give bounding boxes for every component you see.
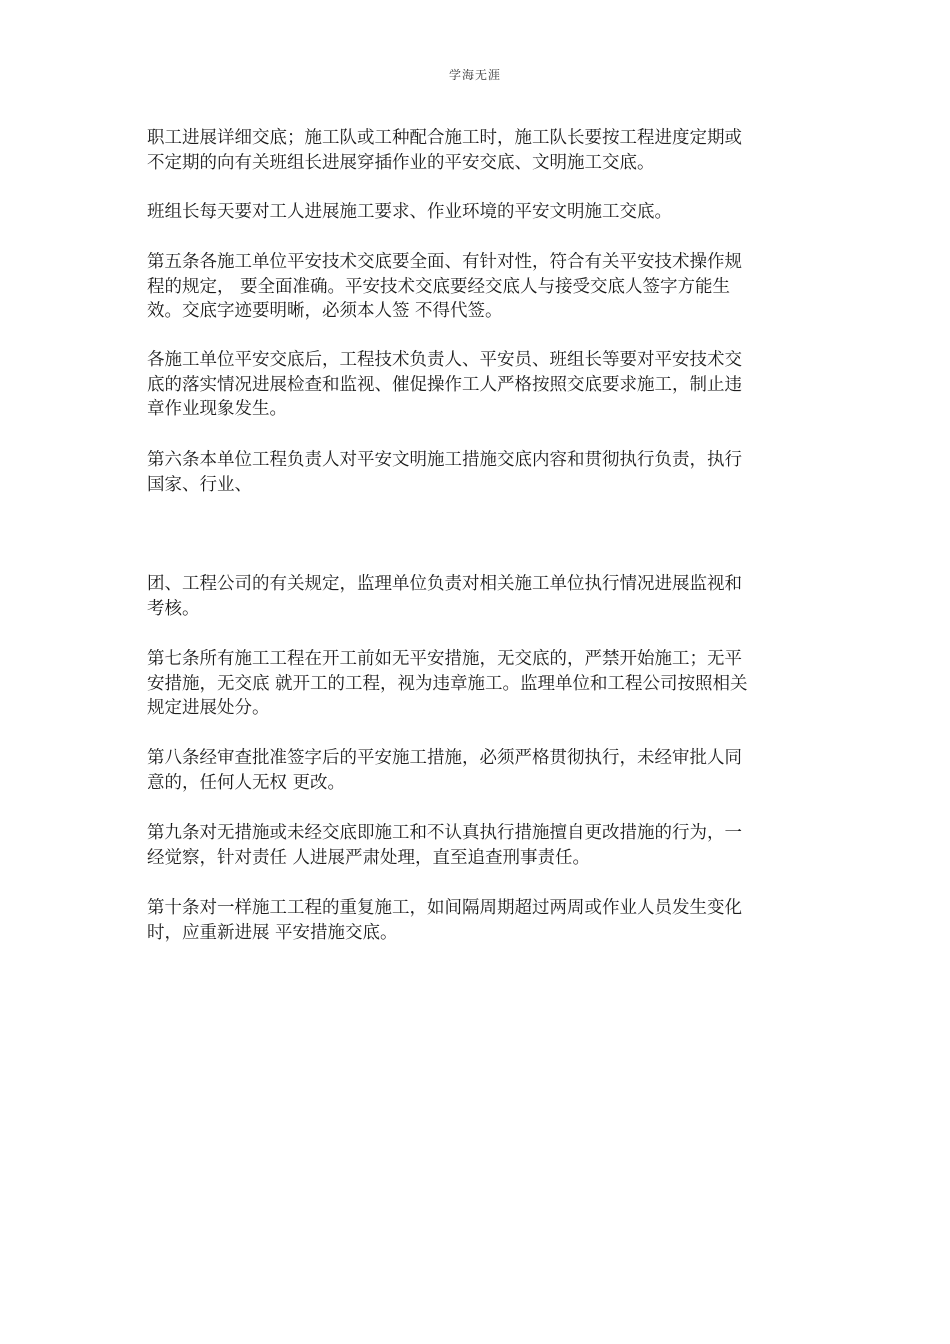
text-line: 考核。 bbox=[147, 598, 200, 619]
paragraph-6 bbox=[147, 572, 807, 621]
paragraph-7 bbox=[147, 647, 807, 721]
text-line: 不定期的向有关班组长进展穿插作业的平安交底、文明施工交底。 bbox=[147, 152, 655, 173]
text-line: 规定进展处分。 bbox=[147, 698, 270, 718]
paragraph-9 bbox=[147, 821, 807, 870]
paragraph-8 bbox=[147, 746, 807, 795]
text-line: 各施工单位平安交底后，工程技术负责人、平安员、班组长等要对平安技术交 bbox=[147, 350, 742, 370]
text-line: 国家、行业、 bbox=[147, 474, 252, 495]
text-line: 经觉察，针对责任 人进展严肃处理，直至追查刑事责任。 bbox=[147, 847, 591, 868]
text-line: 意的，任何人无权 更改。 bbox=[147, 772, 346, 793]
text-line: 程的规定， 要全面准确。平安技术交底要经交底人与接受交底人签字方能生 bbox=[147, 276, 731, 297]
text-line: 章作业现象发生。 bbox=[147, 399, 287, 419]
text-line: 团、工程公司的有关规定，监理单位负责对相关施工单位执行情况进展监视和 bbox=[147, 574, 742, 594]
text-line: 效。交底字迹要明晰，必须本人签 不得代签。 bbox=[147, 301, 503, 321]
paragraph-4 bbox=[147, 348, 807, 422]
text-line: 第六条本单位工程负责人对平安文明施工措施交底内容和贯彻执行负责，执行 bbox=[147, 450, 742, 470]
text-line: 第五条各施工单位平安技术交底要全面、有针对性，符合有关平安技术操作规 bbox=[147, 252, 742, 272]
paragraph-2 bbox=[147, 200, 807, 225]
text-line: 时，应重新进展 平安措施交底。 bbox=[147, 922, 398, 943]
text-line: 第八条经审查批准签字后的平安施工措施，必须严格贯彻执行，未经审批人同 bbox=[147, 748, 742, 768]
text-line: 第七条所有施工工程在开工前如无平安措施，无交底的，严禁开始施工；无平 bbox=[147, 649, 742, 669]
paragraph-10 bbox=[147, 896, 807, 945]
text-line: 班组长每天要对工人进展施工要求、作业环境的平安文明施工交底。 bbox=[147, 202, 672, 222]
paragraph-5 bbox=[147, 448, 807, 497]
text-line: 安措施，无交底 就开工的工程，视为违章施工。监理单位和工程公司按照相关 bbox=[147, 673, 748, 694]
text-line: 第九条对无措施或未经交底即施工和不认真执行措施擅自更改措施的行为，一 bbox=[147, 823, 742, 843]
paragraph-3 bbox=[147, 250, 807, 324]
text-line: 第十条对一样施工工程的重复施工，如间隔周期超过两周或作业人员发生变化 bbox=[147, 898, 742, 918]
text-line: 底的落实情况进展检查和监视、催促操作工人严格按照交底要求施工，制止违 bbox=[147, 374, 742, 395]
page-header: 学海无涯 bbox=[448, 68, 501, 82]
text-line: 职工进展详细交底；施工队或工种配合施工时，施工队长要按工程进度定期或 bbox=[147, 128, 742, 148]
paragraph-1 bbox=[147, 126, 807, 175]
